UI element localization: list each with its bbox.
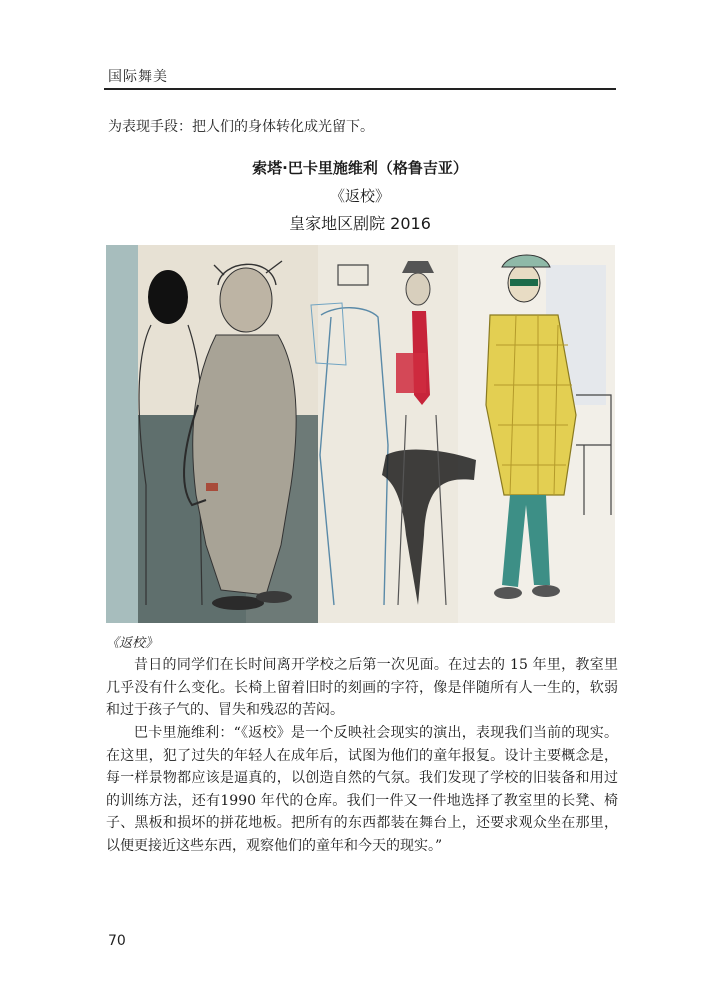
old-man-shoe-2 <box>256 591 292 603</box>
yellow-plaid-jacket <box>486 315 576 495</box>
venue-year: 皇家地区剧院 2016 <box>289 214 431 233</box>
right-figure-shoe-2 <box>532 585 560 597</box>
right-figure-glasses <box>510 279 538 286</box>
black-head-silhouette <box>148 270 188 324</box>
body-paragraph-2: 巴卡里施维利：“《返校》是一个反映社会现实的演出，表现我们当前的现实。在这里，犯了过失的年轻人在成年后，试图为他们的童年报复。设计主要概念是，每一样景物都应该是逼真的，以创造自然的气氛。我们发现了学校的旧装备和用过的训练方法，还有1990 年代的仓库。我们一件又一件地选择了教室里的长凳、椅子、黑板和损坏的拼花地板。把所有的东西都装在舞台上，还要求观众坐在那里，以便更接近这些东西，观察他们的童年和今天的现实。” <box>106 725 618 854</box>
old-man-head <box>220 268 272 332</box>
red-stain <box>396 353 426 393</box>
figure-caption: 《返校》 <box>106 636 159 651</box>
costume-sketch-illustration <box>106 245 615 623</box>
page-number: 70 <box>108 933 126 949</box>
designer-credit: 索塔·巴卡里施维利（格鲁吉亚） <box>252 159 468 177</box>
second-figure-head <box>406 273 430 305</box>
body-paragraph-1: 昔日的同学们在长时间离开学校之后第一次见面。在过去的 15 年里，教室里几乎没有什么变化。长椅上留着旧时的刻画的字符，像是伴随所有人一生的，软弱和过于孩子气的、冒失和残忍的苦闷。 <box>106 657 618 718</box>
old-man-shoe <box>212 596 264 610</box>
teal-strip <box>106 245 138 623</box>
header-rule <box>104 88 616 90</box>
right-figure-shoe <box>494 587 522 599</box>
red-hand-mark <box>206 483 218 491</box>
lead-text: 为表现手段：把人们的身体转化成光留下。 <box>108 119 374 135</box>
production-title: 《返校》 <box>329 187 390 205</box>
running-head-title: 国际舞美 <box>108 69 168 85</box>
